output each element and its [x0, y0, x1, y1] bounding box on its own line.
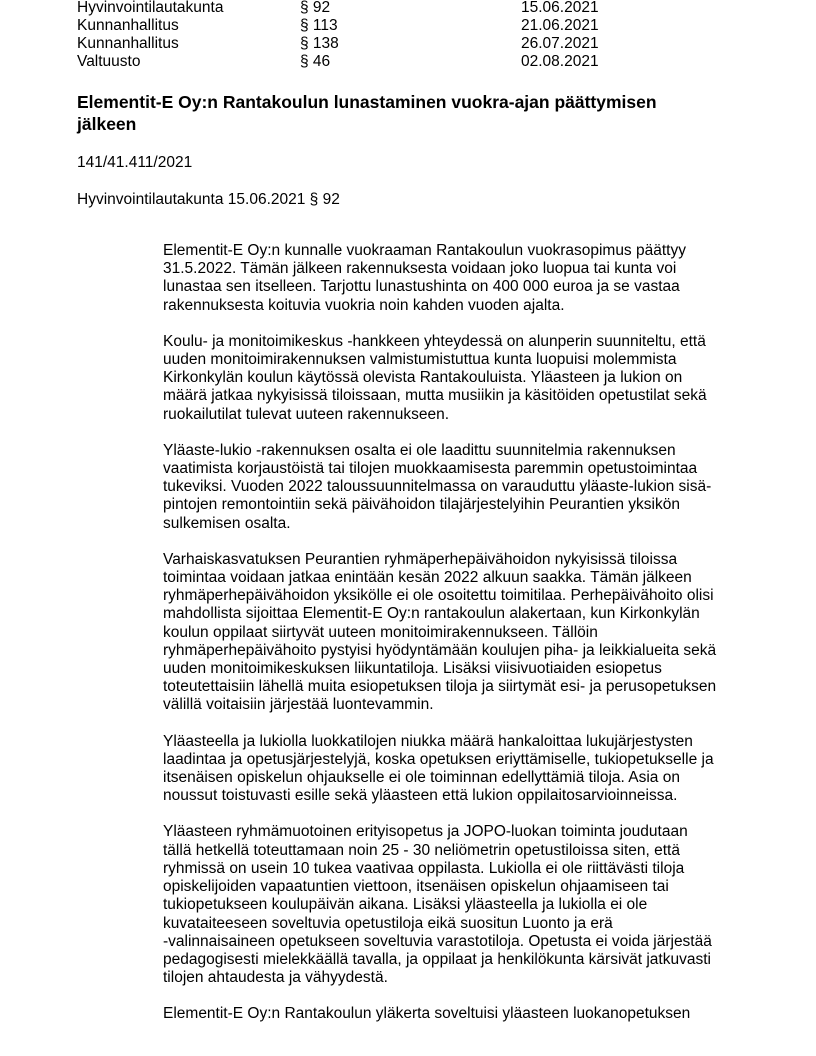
- body-paragraph: Elementit-E Oy:n kunnalle vuokraaman Rantakoulun vuokrasopimus päättyy 31.5.2022. Tämän jälkeen rakennuksesta voidaan joko luopua tai kunta voi lunastaa sen itselleen. Tarjottu lunastushinta on 400 000 euroa ja se vastaa rakennuksesta koituvia vuokria noin kahden vuoden ajalta.: [163, 242, 686, 314]
- decision-date: 15.06.2021: [521, 0, 599, 16]
- decision-body: Hyvinvointilautakunta: [77, 0, 224, 16]
- document-body: [163, 242, 748, 1042]
- document-title: Elementit-E Oy:n Rantakoulun lunastaminen vuokra-ajan päättymisen jälkeen: [77, 92, 657, 134]
- decision-section: § 113: [300, 17, 338, 34]
- decision-body: Kunnanhallitus: [77, 17, 179, 34]
- session-reference: Hyvinvointilautakunta 15.06.2021 § 92: [77, 191, 340, 208]
- reference-number: 141/41.411/2021: [77, 154, 193, 171]
- decision-body: Valtuusto: [77, 53, 141, 70]
- body-paragraph: Yläasteen ryhmämuotoinen erityisopetus ja JOPO-luokan toiminta joudutaan tällä hetkellä toteuttamaan noin 25 - 30 neliömetrin opetustiloissa siten, että ryhmissä on usein 10 tukea vaativaa oppilasta. Lukiolla ei ole riittävästi tiloja opiskelijoiden vapaatuntien viettoon, itsenäisen opiskelun ohjaamiseen tai tukiopetukseen koulupäivän aikana. Lisäksi yläasteella ja lukiolla ei ole kuvataiteeseen soveltuvia opetustiloja eikä suositun Luonto ja erä -valinnaisaineen opetukseen soveltuvia varastotiloja. Opetusta ei voida järjestää pedagogisesti mielekkäällä tavalla, ja oppilaat ja henkilökunta kärsivät jatkuvasti tilojen ahtaudesta ja vähyydestä.: [163, 823, 712, 987]
- body-paragraph: Varhaiskasvatuksen Peurantien ryhmäperhepäivähoidon nykyisissä tiloissa toimintaa voidaan jatkaa enintään kesän 2022 alkuun saakka. Tämän jälkeen ryhmäperhepäivähoidon yksikölle ei ole osoitettu toimitilaa. Perhepäivähoito olisi mahdollista sijoittaa Elementit-E Oy:n rantakoulun alakertaan, kun Kirkonkylän koulun oppilaat siirtyvät uuteen monitoimirakennukseen. Tällöin ryhmäperhepäivähoito pystyisi hyödyntämään koulujen piha- ja leikkialueita sekä uuden monitoimikeskuksen liikuntatiloja. Lisäksi viisivuotiaiden esiopetus toteutettaisiin lähellä muita esiopetuksen tiloja ja siirtymät esi- ja perusopetuksen välillä voitaisiin järjestää luontevammin.: [163, 550, 717, 714]
- decision-date: 21.06.2021: [521, 17, 599, 34]
- decision-date: 02.08.2021: [521, 53, 599, 70]
- decision-body: Kunnanhallitus: [77, 35, 179, 52]
- body-paragraph: Elementit-E Oy:n Rantakoulun yläkerta soveltuisi yläasteen luokanopetuksen: [163, 1005, 691, 1023]
- body-paragraph: Koulu- ja monitoimikeskus -hankkeen yhteydessä on alunperin suunniteltu, että uuden monitoimirakennuksen valmistumistuttua kunta luopuisi molemmista Kirkonkylän koulun käytössä olevista Rantakouluista. Yläasteen ja lukion on määrä jatkaa nykyisissä tiloissaan, mutta musiikin ja käsitöiden opetustilat sekä ruokailutilat tulevat uuteen rakennukseen.: [163, 332, 707, 423]
- decision-section: § 138: [300, 35, 339, 52]
- decision-section: § 92: [300, 0, 331, 16]
- decision-date: 26.07.2021: [521, 35, 599, 52]
- body-paragraph: Yläasteella ja lukiolla luokkatilojen niukka määrä hankaloittaa lukujärjestysten laadintaa ja opetusjärjestelyjä, koska opetuksen eriyttämiselle, tukiopetukselle ja itsenäisen opiskelun ohjaukselle ei ole toiminnan edellyttämiä tiloja. Asia on noussut toistuvasti esille sekä yläasteen että lukion oppilaitosarvioinneissa.: [163, 732, 714, 805]
- body-paragraph: Yläaste-lukio -rakennuksen osalta ei ole laadittu suunnitelmia rakennuksen vaatimista korjaustöistä tai tilojen muokkaamisesta paremmin opetustoimintaa tukeviksi. Vuoden 2022 taloussuunnitelmassa on varauduttu yläaste-lukion sisä- pintojen remontointiin sekä päivähoidon tilajärjestelyihin Peurantien yksikön sulkemisen osalta.: [163, 441, 712, 532]
- decision-section: § 46: [300, 53, 331, 70]
